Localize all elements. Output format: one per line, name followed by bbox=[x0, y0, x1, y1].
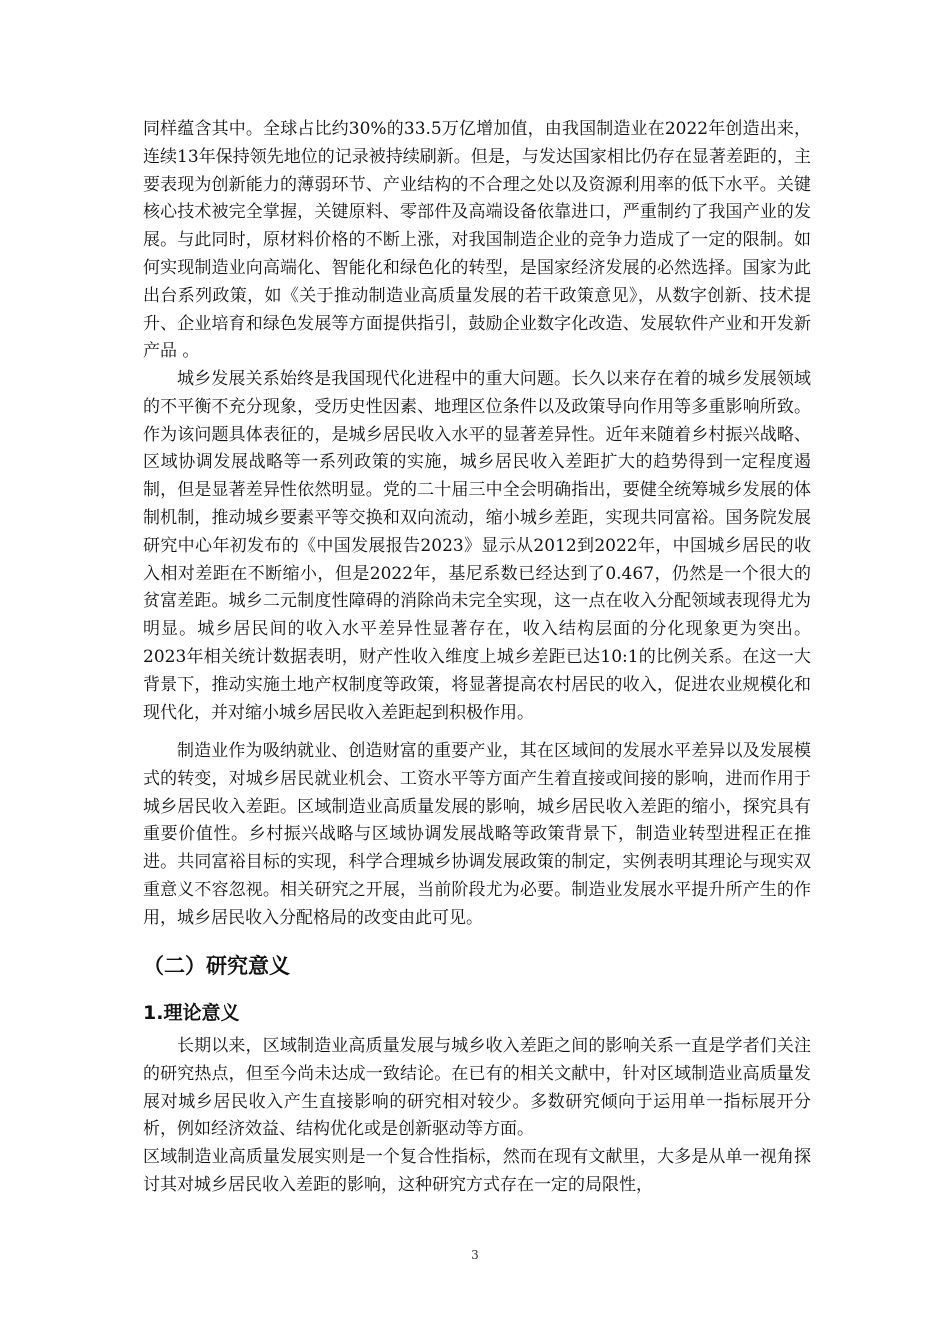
paragraph-manufacturing-background: 同样蕴含其中。全球占比约30%的33.5万亿增加值，由我国制造业在2022年创造出来，连续13年保持领先地位的记录被持续刷新。但是，与发达国家相比仍存在显著差距的，主要表现为创新能力的薄弱环节、产业结构的不合理之处以及资源利用率的低下水平。关键核心技术被完全掌握，关键原料、零部件及高端设备依靠进口，严重制约了我国产业的发展。与此同时，原材料价格的不断上涨，对我国制造企业的竞争力造成了一定的限制。如何实现制造业向高端化、智能化和绿色化的转型，是国家经济发展的必然选择。国家为此出台系列政策，如《关于推动制造业高质量发展的若干政策意见》，从数字创新、技术提升、企业培育和绿色发展等方面提供指引，鼓励企业数字化改造、发展软件产业和开发新产品 。 bbox=[143, 119, 811, 362]
paragraph-urban-rural-relation: 城乡发展关系始终是我国现代化进程中的重大问题。长久以来存在着的城乡发展领域的不平衡不充分现象，受历史性因素、地理区位条件以及政策导向作用等多重影响所致。作为该问题具体表征的，是城乡居民收入水平的显著差异性。近年来随着乡村振兴战略、区域协调发展战略等一系列政策的实施，城乡居民收入差距扩大的趋势得到一定程度遏制，但是显著差异性依然明显。党的二十届三中全会明确指出，要健全统筹城乡发展的体制机制，推动城乡要素平等交换和双向流动，缩小城乡差距，实现共同富裕。国务院发展研究中心年初发布的《中国发展报告2023》显示从2012到2022年，中国城乡居民的收入相对差距在不断缩小，但是2022年，基尼系数已经达到了0.467，仍然是一个很大的贫富差距。城乡二元制度性障碍的消除尚未完全实现，这一点在收入分配领域表现得尤为明显。城乡居民间的收入水平差异性显著存在，收入结构层面的分化现象更为突出。2023年相关统计数据表明，财产性收入维度上城乡差距已达10:1的比例关系。在这一大背景下，推动实施土地产权制度等政策，将显著提高农村居民的收入，促进农业规模化和现代化，并对缩小城乡居民收入差距起到积极作用。 bbox=[143, 369, 811, 723]
paragraph-literature-gap: 长期以来，区域制造业高质量发展与城乡收入差距之间的影响关系一直是学者们关注的研究热点，但至今尚未达成一致结论。在已有的相关文献中，针对区域制造业高质量发展对城乡居民收入产生直接影响的研究相对较少。多数研究倾向于运用单一指标展开分析，例如经济效益、结构优化或是创新驱动等方面。 bbox=[143, 1036, 811, 1140]
page-number: 3 bbox=[471, 1248, 479, 1262]
section-heading-research-significance: （二）研究意义 bbox=[143, 954, 290, 978]
paragraph-composite-indicator: 区域制造业高质量发展实则是一个复合性指标，然而在现有文献里，大多是从单一视角探讨其对城乡居民收入差距的影响，这种研究方式存在一定的局限性， bbox=[143, 1147, 811, 1195]
paragraph-manufacturing-role: 制造业作为吸纳就业、创造财富的重要产业，其在区域间的发展水平差异以及发展模式的转变，对城乡居民就业机会、工资水平等方面产生着直接或间接的影响，进而作用于城乡居民收入差距。区域制造业高质量发展的影响，城乡居民收入差距的缩小，探究具有重要价值性。乡村振兴战略与区域协调发展战略等政策背景下，制造业转型进程正在推进。共同富裕目标的实现，科学合理城乡协调发展政策的制定，实例表明其理论与现实双重意义不容忽视。相关研究之开展，当前阶段尤为必要。制造业发展水平提升所产生的作用，城乡居民收入分配格局的改变由此可见。 bbox=[143, 741, 811, 928]
subsection-heading-theoretical-significance: 1.理论意义 bbox=[143, 1002, 240, 1024]
